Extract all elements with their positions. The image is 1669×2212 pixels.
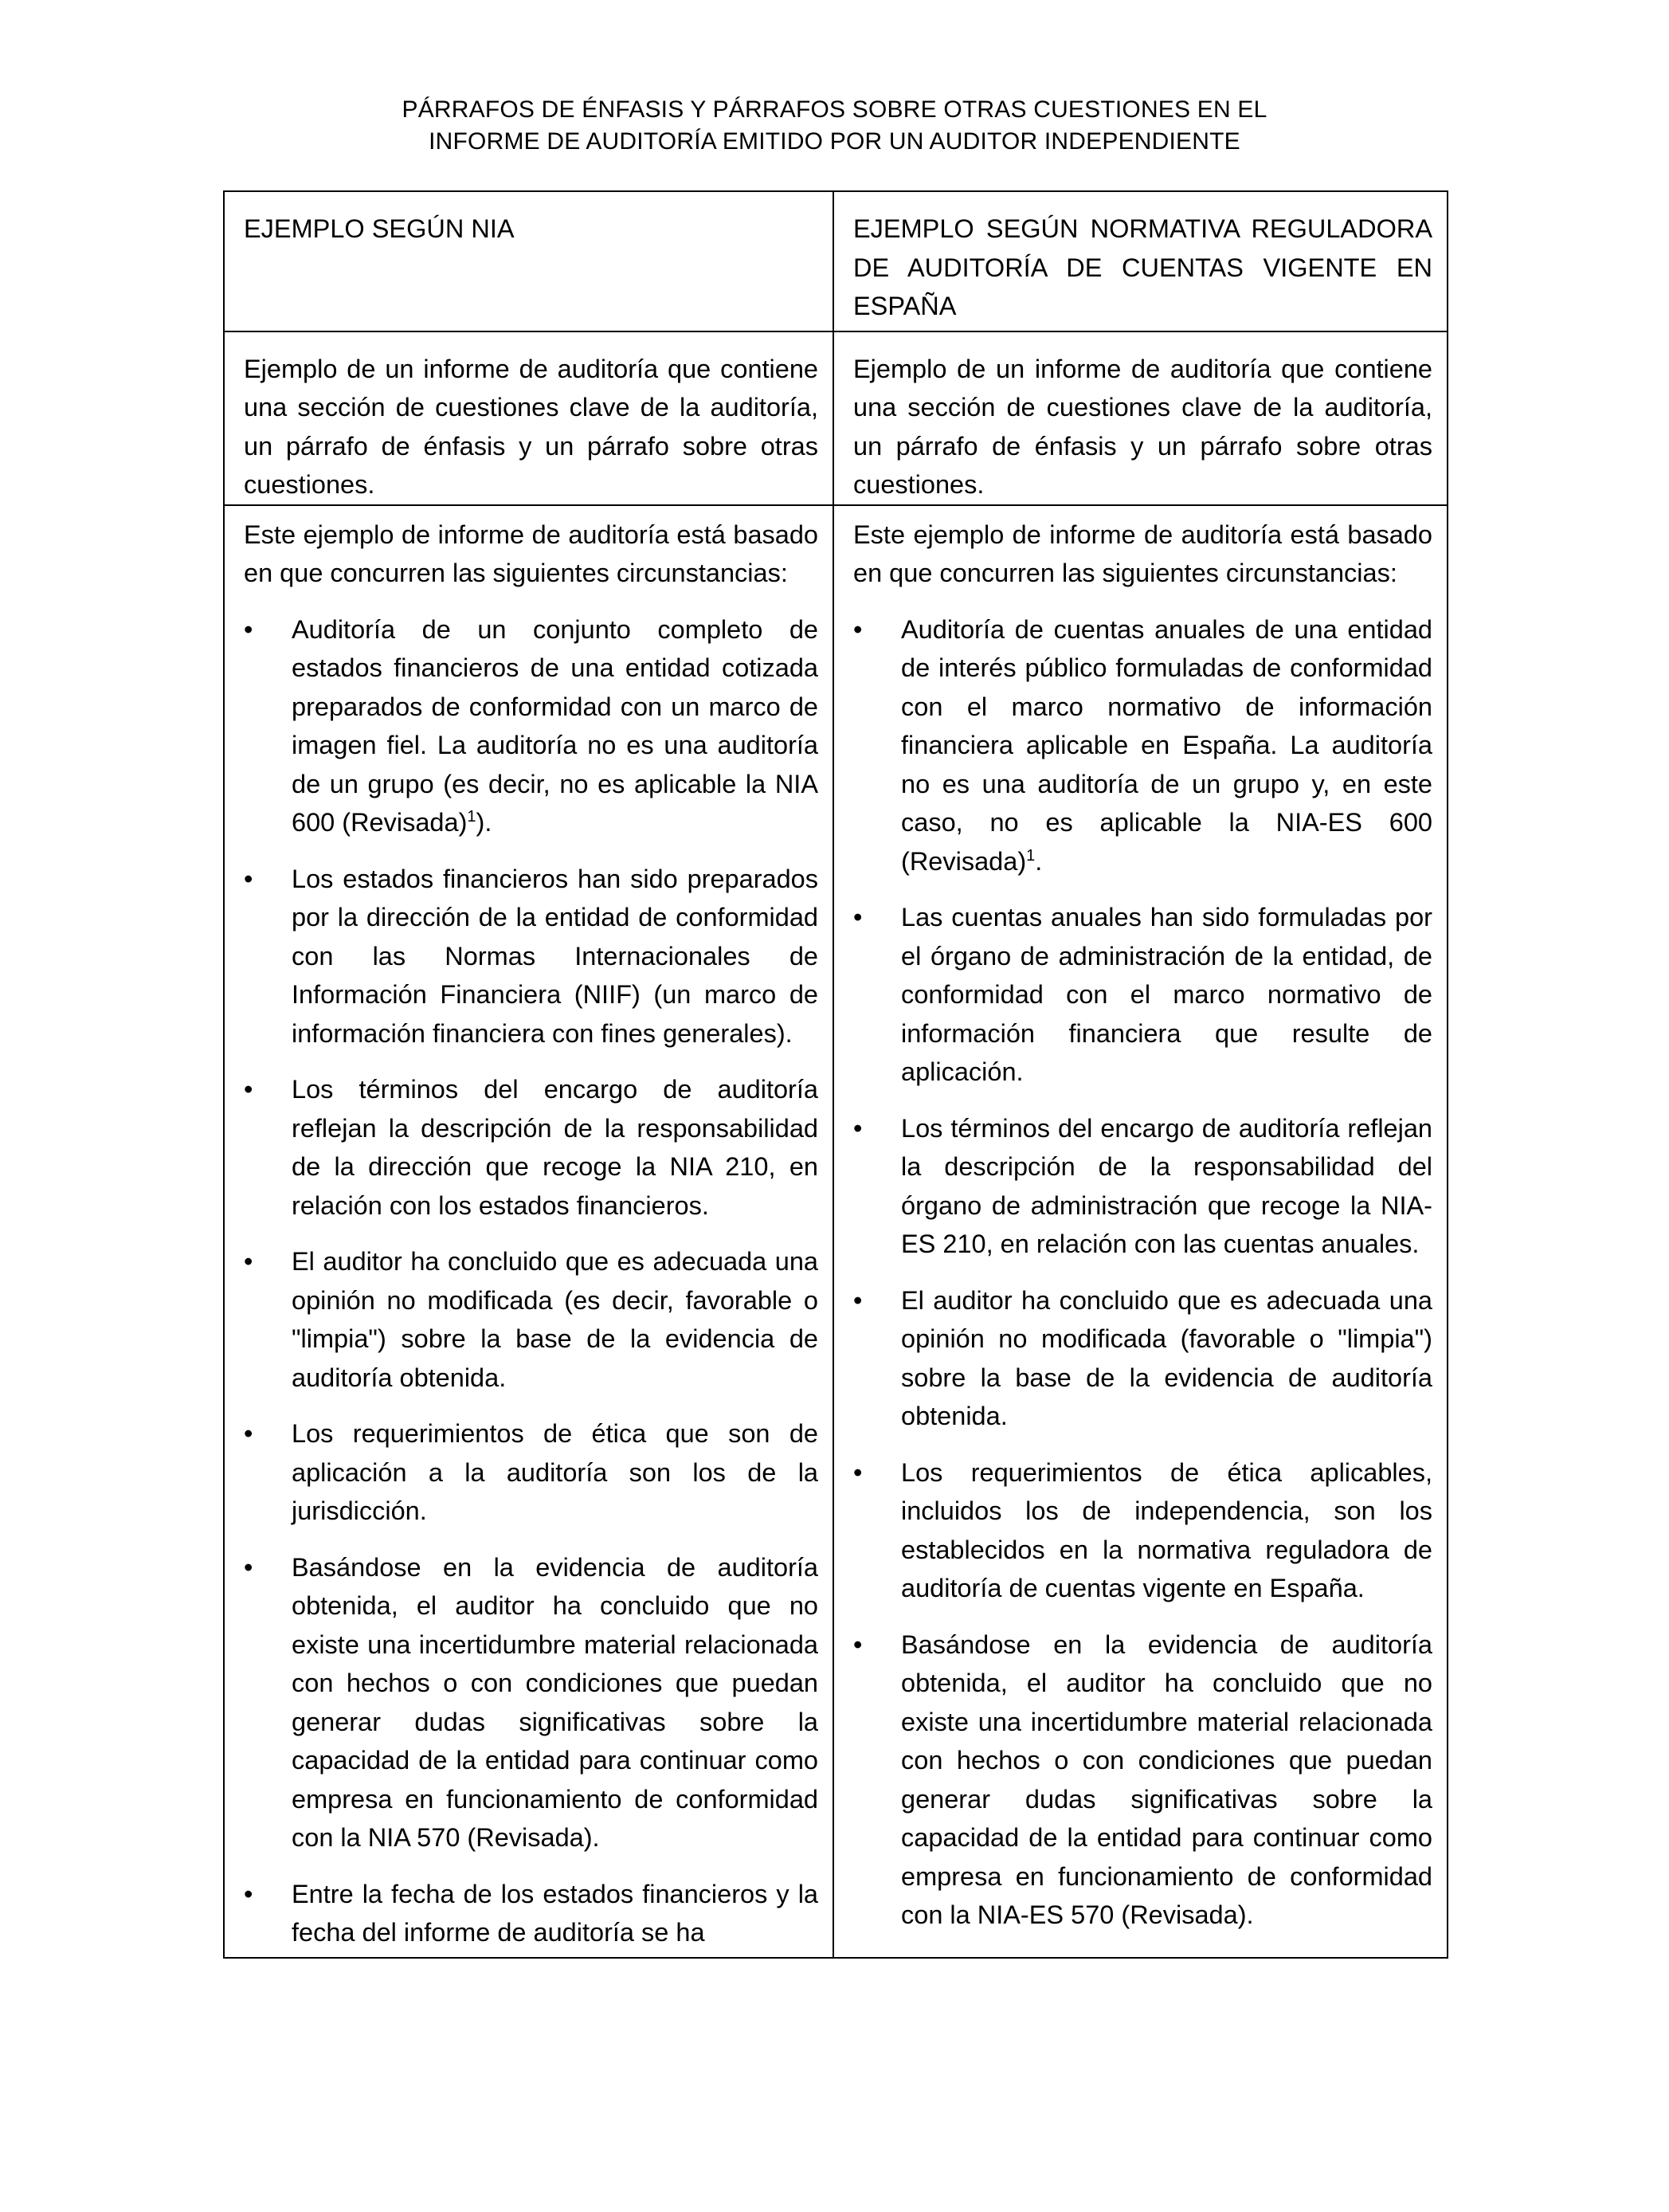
bullet-text: El auditor ha concluido que es adecuada una opinión no modificada (favorable o "limpia") sobre la base de la evidencia de auditoría obtenida. — [901, 1285, 1432, 1430]
bullet-item — [853, 610, 1432, 881]
bullet-glyph: • — [244, 1552, 253, 1582]
bullet-text: Los requerimientos de ética que son de aplicación a la auditoría son los de la jurisdicción. — [292, 1419, 818, 1525]
bullet-glyph: • — [853, 1113, 863, 1143]
bullet-glyph: • — [244, 1419, 253, 1448]
title-line-1: PÁRRAFOS DE ÉNFASIS Y PÁRRAFOS SOBRE OTRAS CUESTIONES EN EL — [402, 96, 1267, 123]
bullet-item — [853, 1626, 1432, 1935]
bullet-text: Entre la fecha de los estados financieros y la fecha del informe de auditoría se ha — [292, 1879, 818, 1947]
bullet-item — [853, 1281, 1432, 1436]
bullet-item — [853, 898, 1432, 1092]
bullet-glyph: • — [853, 903, 863, 931]
body-cell-right — [833, 505, 1448, 1958]
bullet-text: Las cuentas anuales han sido formuladas por el órgano de administración de la entidad, de conformidad con el marco normativo de información financiera que resulte de aplicación. — [901, 903, 1432, 1086]
bullet-text: Los estados financieros han sido preparados por la dirección de la entidad de conformidad con las Normas Internacionales de Información Financiera (NIIF) (un marco de información financiera con fines generales). — [292, 864, 818, 1048]
bullet-item — [244, 1548, 818, 1857]
bullet-text: Basándose en la evidencia de auditoría obtenida, el auditor ha concluido que no existe una incertidumbre material relacionada con hechos o con condiciones que puedan generar dudas significativas sobre la capacidad de la entidad para continuar como empresa en funcionamiento de conformidad con la NIA-ES 570 (Revisada). — [901, 1630, 1432, 1929]
footnote-marker: 1 — [467, 808, 476, 826]
footnote-marker: 1 — [1026, 846, 1036, 865]
bullet-item — [853, 1453, 1432, 1608]
bullet-text: Basándose en la evidencia de auditoría obtenida, el auditor ha concluido que no existe una incertidumbre material relacionada con hechos o con condiciones que puedan generar dudas significativas sobre la capacidad de la entidad para continuar como empresa en funcionamiento de conformidad con la NIA 570 (Revisada). — [292, 1552, 818, 1852]
comparison-table — [223, 190, 1448, 1959]
document-title — [0, 94, 1669, 158]
bullet-list-right — [853, 610, 1432, 1935]
bullet-text: Los términos del encargo de auditoría reflejan la descripción de la responsabilidad de la dirección que recoge la NIA 210, en relación con los estados financieros. — [292, 1075, 818, 1220]
bullet-glyph: • — [853, 1630, 863, 1659]
body-cell-left — [224, 505, 833, 1958]
bullet-item — [244, 1875, 818, 1952]
intro-row — [224, 331, 1448, 505]
bullet-glyph: • — [244, 1879, 253, 1908]
bullet-glyph: • — [244, 1247, 253, 1276]
header-cell-spain — [833, 191, 1448, 331]
intro-cell-right — [833, 331, 1448, 505]
bullet-item — [244, 1070, 818, 1225]
intro-right: Ejemplo de un informe de auditoría que contiene una sección de cuestiones clave de la auditoría, un párrafo de énfasis y un párrafo sobre otras cuestiones. — [853, 354, 1432, 499]
bullet-text: El auditor ha concluido que es adecuada una opinión no modificada (es decir, favorable o "limpia") sobre la base de la evidencia de auditoría obtenida. — [292, 1247, 818, 1392]
bullet-glyph: • — [244, 614, 253, 644]
bullet-item — [244, 610, 818, 842]
intro-left: Ejemplo de un informe de auditoría que contiene una sección de cuestiones clave de la auditoría, un párrafo de énfasis y un párrafo sobre otras cuestiones. — [244, 354, 818, 499]
header-spain: EJEMPLO SEGÚN NORMATIVA REGULADORA DE AUDITORÍA DE CUENTAS VIGENTE EN ESPAÑA — [853, 214, 1432, 320]
bullet-text-tail: ). — [476, 808, 492, 837]
bullet-item — [244, 1414, 818, 1531]
bullet-text: Auditoría de cuentas anuales de una entidad de interés público formuladas de conformidad con el marco normativo de información financiera aplicable en España. La auditoría no es una auditoría de un grupo y, en este caso, no es aplicable la NIA-ES 600 (Revisada) — [901, 614, 1432, 876]
bullet-glyph: • — [853, 1457, 863, 1487]
bullet-text: Los requerimientos de ética aplicables, incluidos los de independencia, son los establecidos en la normativa reguladora de auditoría de cuentas vigente en España. — [901, 1457, 1432, 1602]
bullet-item — [244, 860, 818, 1053]
bullet-text-tail: . — [1035, 846, 1043, 876]
header-nia: EJEMPLO SEGÚN NIA — [244, 214, 515, 243]
title-line-2: INFORME DE AUDITORÍA EMITIDO POR UN AUDITOR INDEPENDIENTE — [429, 128, 1240, 155]
bullet-glyph: • — [244, 1075, 253, 1104]
bullet-item — [853, 1109, 1432, 1264]
bullet-text: Auditoría de un conjunto completo de estados financieros de una entidad cotizada preparados de conformidad con un marco de imagen fiel. La auditoría no es una auditoría de un grupo (es decir, no es aplicable la NIA 600 (Revisada) — [292, 614, 818, 837]
header-cell-nia — [224, 191, 833, 331]
bullet-glyph: • — [244, 864, 253, 893]
lead-left: Este ejemplo de informe de auditoría está basado en que concurren las siguientes circunstancias: — [244, 520, 818, 587]
bullet-glyph: • — [853, 1285, 863, 1315]
bullet-list-left — [244, 610, 818, 1952]
lead-right: Este ejemplo de informe de auditoría está basado en que concurren las siguientes circunstancias: — [853, 520, 1432, 587]
bullet-text: Los términos del encargo de auditoría reflejan la descripción de la responsabilidad del órgano de administración que recoge la NIA-ES 210, en relación con las cuentas anuales. — [901, 1113, 1432, 1258]
bullet-item — [244, 1242, 818, 1397]
bullet-glyph: • — [853, 614, 863, 644]
body-row — [224, 505, 1448, 1958]
intro-cell-left — [224, 331, 833, 505]
header-row — [224, 191, 1448, 331]
